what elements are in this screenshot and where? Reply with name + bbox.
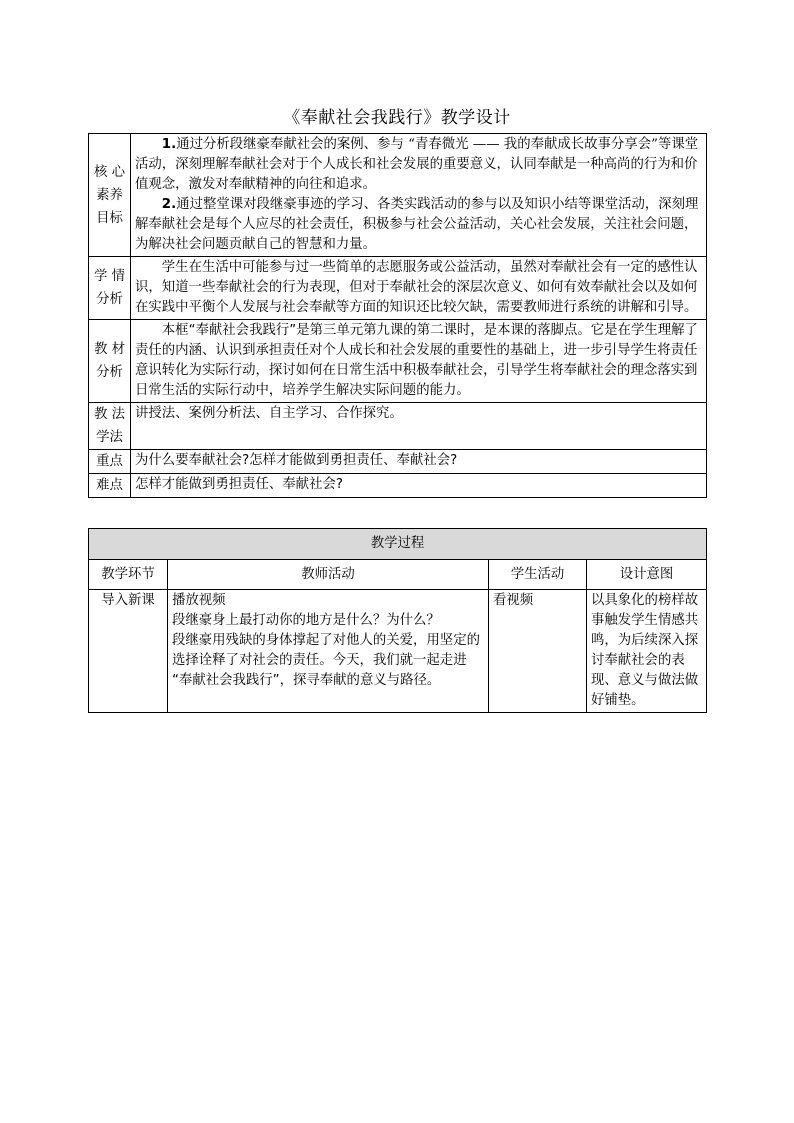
process-row [89,590,707,713]
material-analysis-content: 本框“奉献社会我践行”是第三单元第九课的第二课时，是本课的落脚点。它是在学生理解了责任的内涵、认识到承担责任对个人成长和社会发展的重要性的基础上，进一步引导学生将责任意识转化为实际行动，探讨如何在日常生活中积极奉献社会，引导学生将奉献社会的理念落实到日常生活的实际行动中，培养学生解决实际问题的能力。 [131,320,707,403]
document-title: 《奉献社会我践行》教学设计 [283,108,511,128]
methods-label: 教 法 学法 [89,403,131,450]
process-header-row [89,529,707,560]
key-point-label: 重点 [89,450,131,474]
methods-row [89,403,707,450]
core-goal-2: 2.通过整堂课对段继豪事迹的学习、各类实践活动的参与以及知识小结等课堂活动，深刻理解奉献社会是每个人应尽的社会责任，积极参与社会公益活动，关心社会发展，关注社会问题，为解决社会问题贡献自己的智慧和力量。 [135,197,699,252]
teacher-activity-cell: 播放视频 段继豪身上最打动你的地方是什么？为什么？ 段继豪用残缺的身体撑起了对他人的关爱，用坚定的选择诠释了对社会的责任。今天，我们就一起走进 “奉献社会我践行”，探寻奉献的意义与路径。 [168,590,489,713]
design-intent-cell: 以具象化的榜样故事触发学生情感共鸣，为后续深入探讨奉献社会的表现、意义与做法做好铺垫。 [587,590,707,713]
design-info-table [88,133,707,498]
col-intent-header: 设计意图 [587,560,707,590]
process-header: 教学过程 [89,529,707,560]
student-analysis-content: 学生在生活中可能参与过一些简单的志愿服务或公益活动，虽然对奉献社会有一定的感性认识，知道一些奉献社会的行为表现，但对于奉献社会的深层次意义、如何有效奉献社会以及如何在实践中平衡个人发展与社会奉献等方面的知识还比较欠缺，需要教师进行系统的讲解和引导。 [131,257,707,320]
methods-content: 讲授法、案例分析法、自主学习、合作探究。 [131,403,707,450]
key-point-row [89,450,707,474]
material-analysis-label: 教 材 分析 [89,320,131,403]
student-analysis-label: 学 情 分析 [89,257,131,320]
core-goals-row [89,134,707,257]
difficulty-label: 难点 [89,474,131,498]
key-point-content: 为什么要奉献社会?怎样才能做到勇担责任、奉献社会? [131,450,707,474]
stage-cell: 导入新课 [89,590,168,713]
difficulty-content: 怎样才能做到勇担责任、奉献社会? [131,474,707,498]
material-analysis-row [89,320,707,403]
core-goals-label: 核 心 素养 目标 [89,134,131,257]
difficulty-row [89,474,707,498]
col-student-header: 学生活动 [489,560,587,590]
col-teacher-header: 教师活动 [168,560,489,590]
core-goal-1: 1.通过分析段继豪奉献社会的案例、参与 “青春微光 —— 我的奉献成长故事分享会”等课堂活动，深刻理解奉献社会对于个人成长和社会发展的重要意义，认同奉献是一种高尚的行为和价值观念，激发对奉献精神的向往和追求。 [135,137,699,192]
student-activity-cell: 看视频 [489,590,587,713]
teaching-process-table [88,528,707,713]
student-analysis-row [89,257,707,320]
core-goals-content [131,134,707,257]
process-columns-row [89,560,707,590]
col-stage-header: 教学环节 [89,560,168,590]
